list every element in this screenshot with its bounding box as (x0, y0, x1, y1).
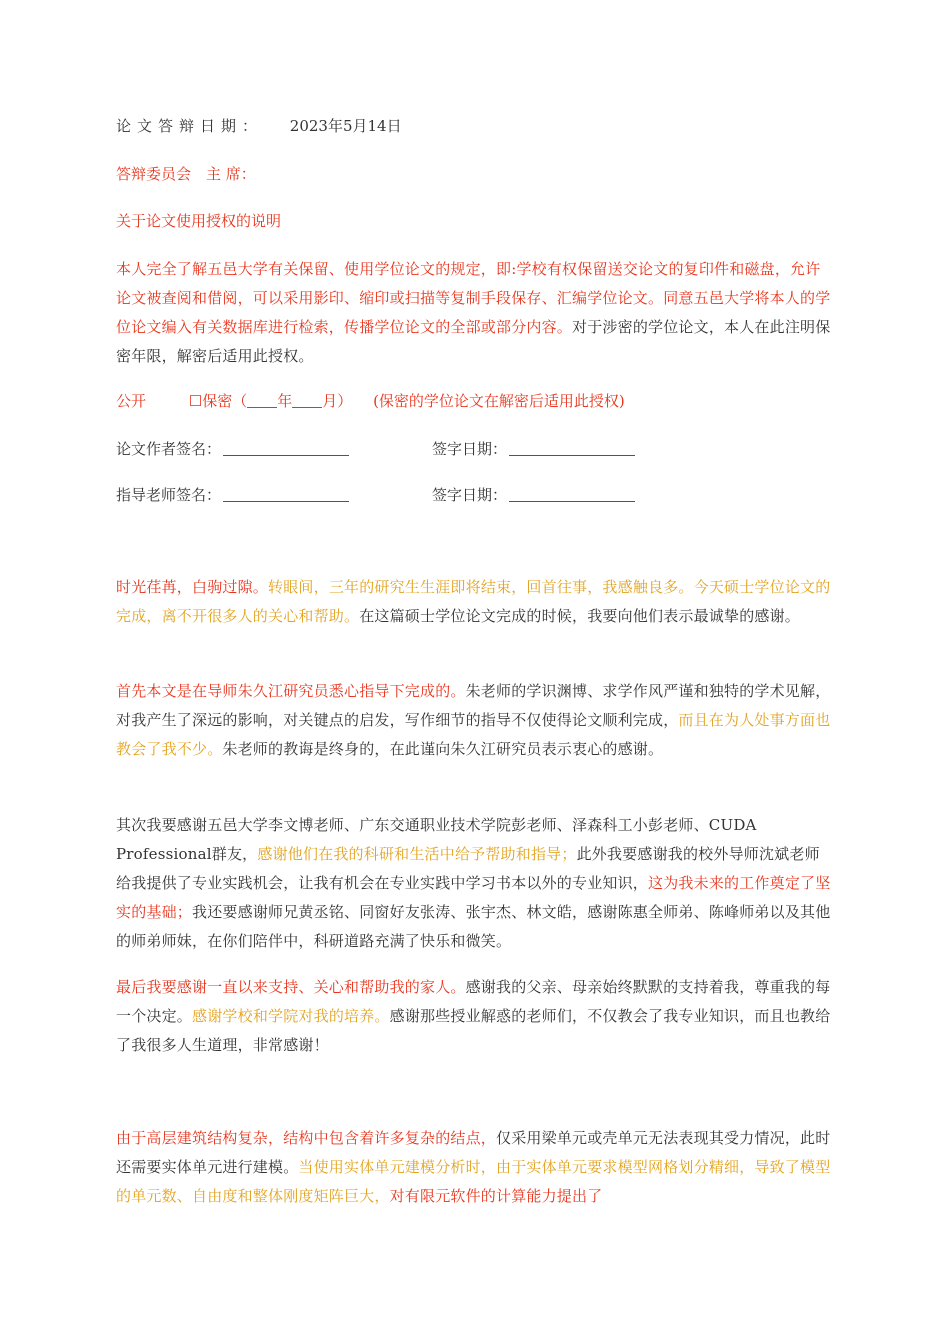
intro-seg: 仅采用梁单元或壳单元无法表现其受力情况，此时还需要实体单元进行建模。 (116, 1129, 831, 1176)
secret-month-blank (292, 393, 322, 408)
authorization-text-red: 本人完全了解五邑大学有关保留、使用学位论文的规定，即:学校有权保留送交论文的复印件和磁盘，允许论文被查阅和借阅，可以采用影印、缩印或扫描等复制手段保存、汇编学位论文。同意五邑大学将本人的学位论文编入有关数据库进行检索，传播学位论文的全部或部分内容。 (116, 260, 831, 336)
ack-p3-seg: 感谢他们在我的科研和生活中给予帮助和指导； (257, 845, 577, 863)
author-signature-blank (223, 440, 349, 456)
ack-p3-seg: 我还要感谢师兄黄丞铭、同窗好友张涛、张宇杰、林文皓，感谢陈惠全师弟、陈峰师弟以及其他的师弟师妹，在你们陪伴中，科研道路充满了快乐和微笑。 (116, 903, 831, 950)
author-sign-date-blank (509, 440, 635, 456)
ack-p1-seg: 时光荏苒，白驹过隙。 (116, 578, 269, 596)
ack-p3-seg: 其次我要感谢五邑大学李文博老师、广东交通职业技术学院彭老师、泽森科工小彭老师、CUDA Professional群友， (116, 816, 757, 863)
ack-p3-seg: 此外我要感谢我的校外导师沈斌老师给我提供了专业实践机会，让我有机会在专业实践中学习书本以外的专业知识， (116, 845, 820, 892)
secret-year-blank (247, 393, 277, 408)
confidentiality-options (116, 391, 625, 411)
ack-p4-seg: 感谢学校和学院对我的培养。 (192, 1007, 390, 1025)
author-sign-date (432, 439, 635, 459)
defense-date-label: 论文答辩日期： (116, 117, 264, 135)
authorization-text-dark: 对于涉密的学位论文，本人在此注明保密年限，解密后适用此授权。 (116, 318, 831, 365)
author-signature-row (116, 439, 832, 459)
ack-p1-seg: 转眼间，三年的研究生生涯即将结束，回首往事，我感触良多。今天硕士学位论文的完成，离不开很多人的关心和帮助。 (116, 578, 831, 625)
ack-p4-seg: 感谢我的父亲、母亲始终默默的支持着我，尊重我的每一个决定。 (116, 978, 831, 1025)
advisor-sign-date-blank (509, 486, 635, 502)
ack-p2-seg: 首先本文是在导师朱久江研究员悉心指导下完成的。 (116, 682, 466, 700)
ack-p1-seg: 在这篇硕士学位论文完成的时候，我要向他们表示最诚挚的感谢。 (359, 607, 801, 625)
acknowledgement-paragraph-1 (116, 573, 832, 631)
defense-date-value: 2023年5月14日 (289, 117, 402, 135)
open-option: 公开 (116, 392, 147, 410)
advisor-sign-date-label: 签字日期： (432, 486, 508, 504)
author-signature-label: 论文作者签名： (116, 440, 222, 458)
advisor-signature-row (116, 485, 832, 505)
authorization-title: 关于论文使用授权的说明 (116, 212, 282, 230)
ack-p2-seg: 而且在为人处事方面也教会了我不少。 (116, 711, 831, 758)
ack-p2-seg: 朱老师的学识渊博、求学作风严谨和独特的学术见解，对我产生了深远的影响，对关键点的启发，写作细节的指导不仅使得论文顺利完成， (116, 682, 831, 729)
secret-note: (保密的学位论文在解密后适用此授权) (373, 392, 625, 410)
secret-month-label: 月） (322, 392, 353, 410)
intro-paragraph (116, 1124, 832, 1211)
secret-year-label: 年 (277, 392, 293, 410)
authorization-paragraph (116, 255, 832, 371)
ack-p4-seg: 感谢那些授业解惑的老师们，不仅教会了我专业知识，而且也教给了我很多人生道理，非常感谢！ (116, 1007, 831, 1054)
intro-seg: 对有限元软件的计算能力提出了 (389, 1187, 603, 1205)
intro-seg: 由于高层建筑结构复杂，结构中包含着许多复杂的结点， (116, 1129, 497, 1147)
ack-p4-seg: 最后我要感谢一直以来支持、关心和帮助我的家人。 (116, 978, 466, 996)
acknowledgement-paragraph-3 (116, 811, 832, 956)
defense-date-line (116, 116, 402, 136)
advisor-signature-blank (223, 486, 349, 502)
ack-p2-seg: 朱老师的教诲是终身的，在此谨向朱久江研究员表示衷心的感谢。 (222, 740, 664, 758)
committee-chair-line: 答辩委员会 主 席： (116, 165, 256, 183)
advisor-signature-label: 指导老师签名： (116, 486, 222, 504)
advisor-sign-date (432, 485, 635, 505)
secret-option-checkbox: ☐保密（ (188, 392, 248, 410)
acknowledgement-paragraph-4 (116, 973, 832, 1060)
ack-p3-seg: 这为我未来的工作奠定了坚实的基础； (116, 874, 831, 921)
intro-seg: 当使用实体单元建模分析时，由于实体单元要求模型网格划分精细，导致了模型的单元数、自由度和整体刚度矩阵巨大， (116, 1158, 831, 1205)
acknowledgement-paragraph-2 (116, 677, 832, 764)
author-sign-date-label: 签字日期： (432, 440, 508, 458)
